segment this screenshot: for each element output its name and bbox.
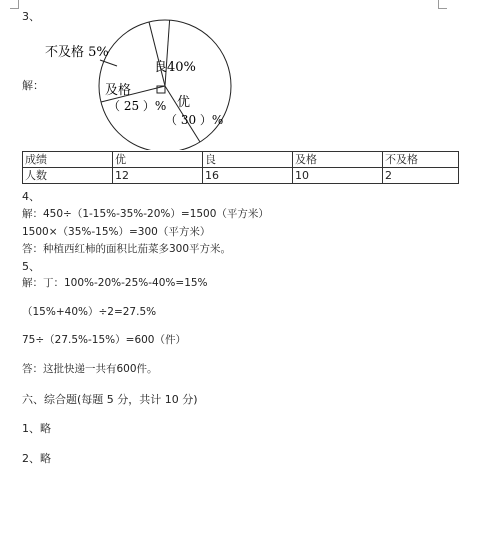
table-cell: 10 (293, 168, 383, 184)
slice-boundary-不及格 (149, 22, 165, 86)
q4-answer: 答：种植西红柿的面积比茄菜多300平方米。 (22, 243, 232, 255)
grade-table (22, 151, 459, 184)
table-cell: 优 (113, 152, 203, 168)
table-cell: 16 (203, 168, 293, 184)
section-6-item-1: 1、略 (22, 422, 51, 435)
section-6-item-2: 2、略 (22, 452, 51, 465)
slice-answer-jige: （ 25 ）% (108, 99, 167, 113)
q5-number: 5、 (22, 260, 40, 273)
table-cell: 人数 (23, 168, 113, 184)
q5-answer: 答：这批快递一共有600件。 (22, 363, 158, 375)
slice-boundary-良 (165, 20, 170, 86)
q5-line-1: 解：丁：100%-20%-25%-40%=15% (22, 277, 208, 289)
table-row (23, 168, 459, 184)
pie-chart (0, 0, 497, 150)
slice-label-bujige: 不及格 5% (45, 45, 109, 60)
q4-line-2: 1500×（35%-15%）=300（平方米） (22, 226, 211, 238)
slice-label-liang: 良40% (154, 60, 196, 75)
table-cell: 良 (203, 152, 293, 168)
table-cell: 2 (383, 168, 459, 184)
section-6-title: 六、综合题(每题 5 分，共计 10 分) (22, 393, 198, 406)
q5-line-3: 75÷（27.5%-15%）=600（件） (22, 334, 186, 346)
q4-number: 4、 (22, 190, 40, 203)
slice-label-jige: 及格 (105, 83, 132, 98)
table-cell: 12 (113, 168, 203, 184)
q3-solve-label: 解： (22, 79, 44, 92)
table-cell: 不及格 (383, 152, 459, 168)
table-cell: 及格 (293, 152, 383, 168)
slice-answer-you: （ 30 ）% (165, 113, 224, 127)
q4-line-1: 解：450÷（1-15%-35%-20%）=1500（平方米） (22, 208, 269, 220)
q5-line-2: （15%+40%）÷2=27.5% (22, 306, 157, 318)
table-cell: 成绩 (23, 152, 113, 168)
q3-number: 3、 (22, 10, 40, 23)
slice-label-you: 优 (177, 95, 191, 110)
table-row (23, 152, 459, 168)
